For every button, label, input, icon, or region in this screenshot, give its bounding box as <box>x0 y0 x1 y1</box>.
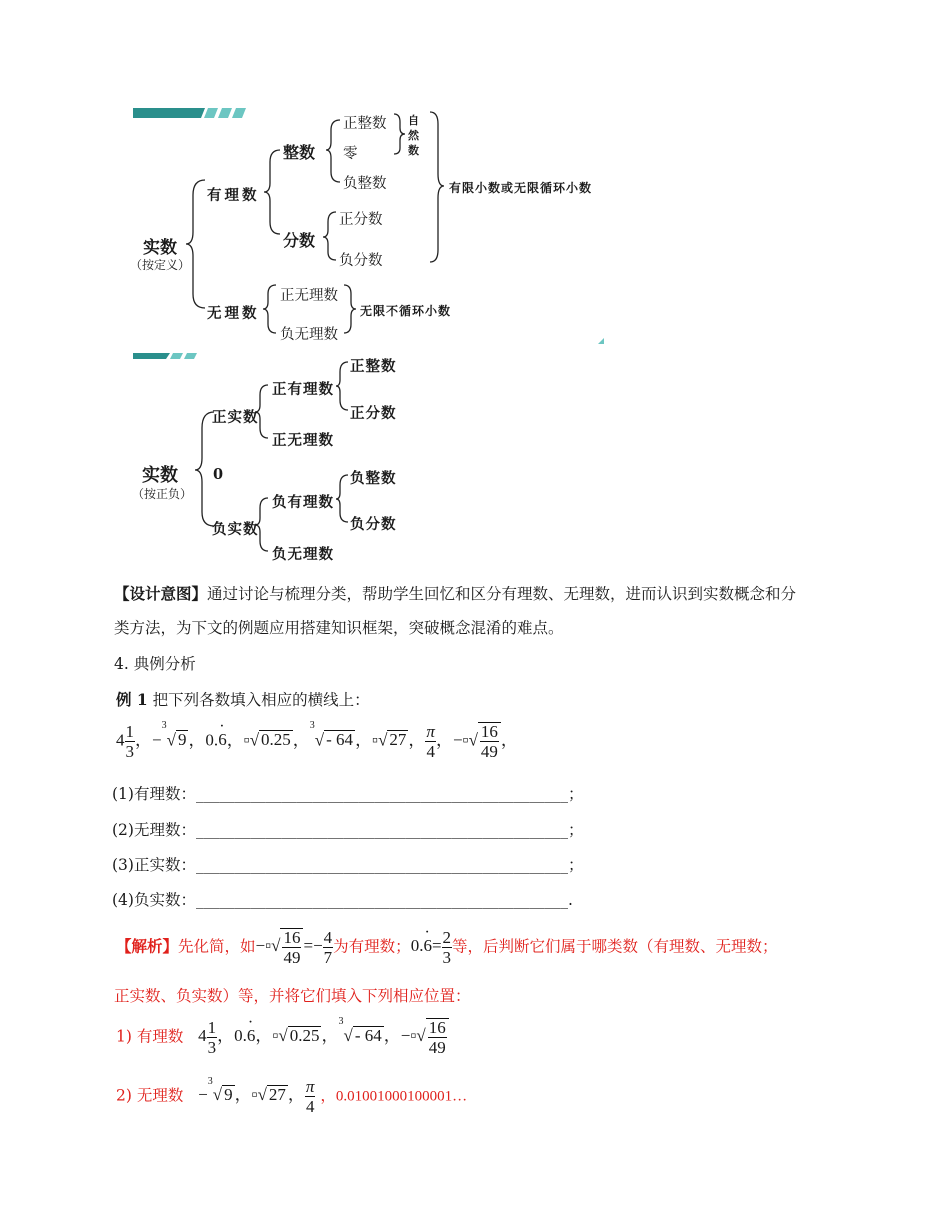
d1-integer: 整数 <box>283 143 316 162</box>
d2-root: 实数 <box>142 465 178 486</box>
d1-pos-irr: 正无理数 <box>280 288 338 304</box>
number-list: 4 $\frac{1}{3}$ ，−$^3$√ 9 ，0.6 ·，▫√ 0.25 ，$^3$√ - 64 ，▫√ 27 ， $\frac{\pi}{4}$ ，−▫√ $\frac{16}{49}$ ， <box>116 722 518 760</box>
design-line-2: 类方法，为下文的例题应用搭建知识框架，突破概念混淆的难点。 <box>114 619 564 637</box>
q1-blank[interactable]: ________________________________________________ <box>195 785 568 803</box>
d2-pos-real: 正实数 <box>212 409 259 426</box>
d1-fraction: 分数 <box>283 231 316 250</box>
d2-pos-rational: 正有理数 <box>272 381 334 398</box>
section-heading: 4. 典例分析 <box>114 655 196 673</box>
d1-neg-frac: 负分数 <box>339 253 383 269</box>
d2-zero: 0 <box>213 466 224 483</box>
q3-row: (3)正实数：________________________________________________； <box>112 856 584 874</box>
d1-pos-frac: 正分数 <box>339 212 383 228</box>
d1-irrational: 无理数 <box>207 305 260 322</box>
d2-pos-int: 正整数 <box>350 358 397 375</box>
d1-zero: 零 <box>343 146 358 162</box>
d2-neg-rational: 负有理数 <box>272 494 334 511</box>
d2-neg-frac: 负分数 <box>350 516 397 533</box>
d1-root-sub: （按定义） <box>130 258 191 272</box>
d1-rational-note: 有限小数或无限循环小数 <box>449 181 593 195</box>
d1-root: 实数 <box>143 238 177 258</box>
q2-row: (2)无理数：________________________________________________； <box>112 821 584 839</box>
example-label: 例 1 <box>116 690 148 709</box>
design-label: 【设计意图】 <box>114 584 208 603</box>
d2-pos-frac: 正分数 <box>350 405 397 422</box>
q1-row: (1)有理数：________________________________________________； <box>112 785 584 803</box>
example-prompt: 例 1 把下列各数填入相应的横线上： <box>116 690 370 709</box>
q4-row: (4)负实数：________________________________________________. <box>112 891 573 909</box>
d1-pos-int: 正整数 <box>343 116 387 132</box>
q2-blank[interactable]: ________________________________________________ <box>195 821 568 839</box>
d2-root-sub: （按正负） <box>132 487 193 501</box>
d1-natural: 自 然 数 <box>408 114 419 157</box>
d1-irrational-note: 无限不循环小数 <box>360 304 452 318</box>
d2-neg-real: 负实数 <box>212 521 259 538</box>
analysis-line-2: 正实数、负实数）等，并将它们填入下列相应位置： <box>114 987 471 1005</box>
d2-neg-int: 负整数 <box>350 470 397 487</box>
analysis-label: 【解析】 <box>116 936 179 956</box>
d1-neg-irr: 负无理数 <box>280 327 338 343</box>
design-line-1: 【设计意图】通过讨论与梳理分类，帮助学生回忆和区分有理数、无理数，进而认识到实数概念和分 <box>114 584 797 603</box>
diagram2-braces <box>0 0 950 600</box>
answer-irrational: 2) 无理数 −$^3$√ 9 ，▫√ 27 ， $\frac{\pi}{4}$ ，0.01001000100001… <box>116 1076 468 1116</box>
answer-rational: 1) 有理数 4 $\frac{1}{3}$ ，0.6 ·，▫√ 0.25 ，$^3$√ - 64 ，−▫√ $\frac{16}{49}$ <box>116 1018 449 1056</box>
d1-neg-int: 负整数 <box>343 176 387 192</box>
analysis-line-1: 【解析】先化简，如−▫√ $\frac{16}{49}$ =− $\frac{4}{7}$ 为有理数；0.6 ·= $\frac{2}{3}$ 等，后判断它们属于哪类数（有理数、无理数； <box>116 928 778 966</box>
d1-rational: 有理数 <box>207 187 260 204</box>
q3-blank[interactable]: ________________________________________________ <box>195 856 568 874</box>
q4-blank[interactable]: ________________________________________________ <box>195 891 568 909</box>
d2-pos-irr: 正无理数 <box>272 432 334 449</box>
d2-neg-irr: 负无理数 <box>272 546 334 563</box>
